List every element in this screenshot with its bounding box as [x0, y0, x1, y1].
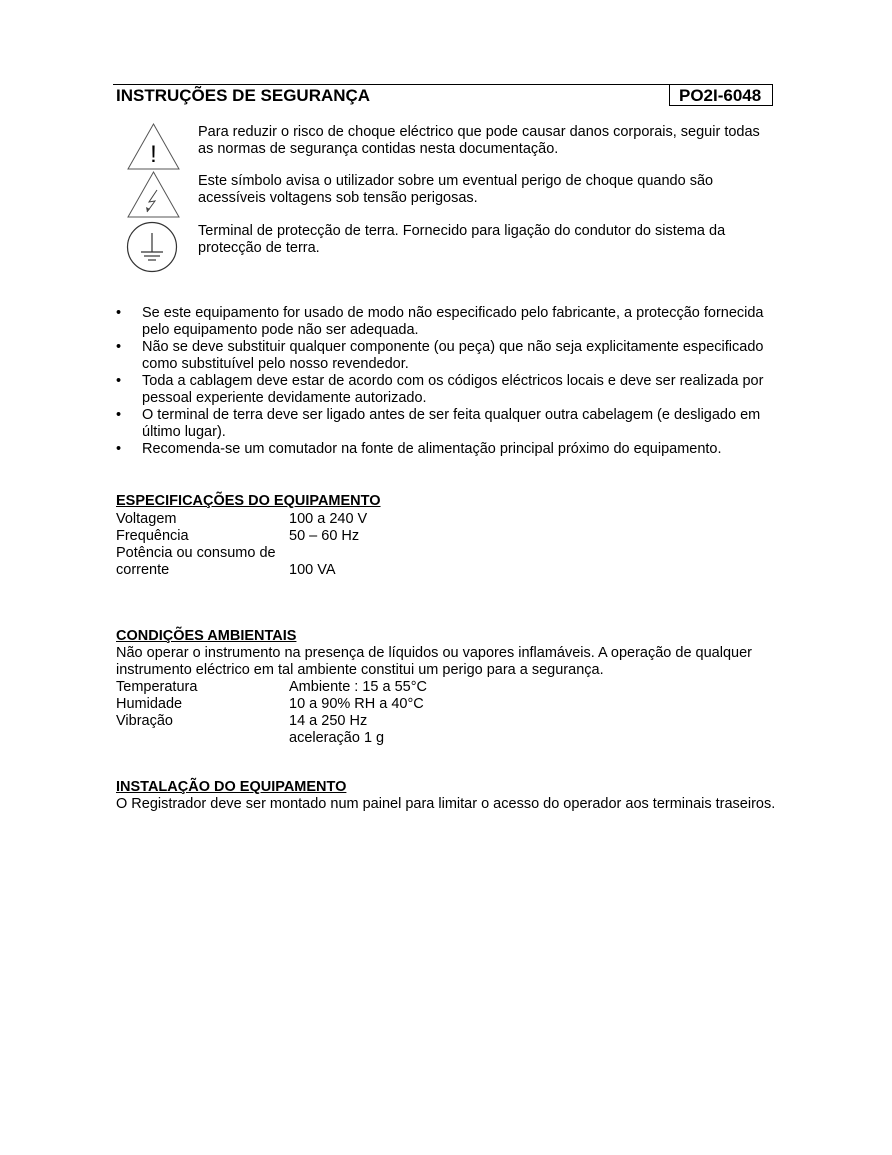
protective-earth-icon	[126, 221, 181, 273]
installation-text: O Registrador deve ser montado num painel para limitar o acesso do operador aos terminais traseiros.	[116, 796, 776, 812]
list-item: • O terminal de terra deve ser ligado antes de ser feita qualquer outra cabelagem (e desligado em último lugar).	[113, 407, 778, 441]
spec-label: Frequência	[116, 528, 189, 544]
list-item: • Se este equipamento for usado de modo não especificado pelo fabricante, a protecção fornecida pelo equipamento pode não ser adequada.	[113, 305, 778, 339]
spec-value: 100 a 240 V	[289, 511, 368, 527]
environment-value: Ambiente : 15 a 55°C	[289, 679, 427, 695]
list-item: • Toda a cablagem deve estar de acordo com os códigos eléctricos locais e deve ser realizada por pessoal experiente devidamente autorizado.	[113, 373, 778, 407]
spec-value: 50 – 60 Hz	[289, 528, 360, 544]
environment-label: Vibração	[116, 713, 173, 729]
list-item: • Não se deve substituir qualquer componente (ou peça) que não seja explicitamente especificado como substituível pelo nosso revendedor.	[113, 339, 778, 373]
electric-shock-triangle-icon	[126, 170, 181, 220]
warning-triangle-icon	[126, 122, 181, 172]
page-title: INSTRUÇÕES DE SEGURANÇA	[116, 86, 371, 105]
spec-label: Potência ou consumo de	[116, 545, 276, 561]
document-code: PO2I-6048	[679, 86, 762, 105]
specs-heading: ESPECIFICAÇÕES DO EQUIPAMENTO	[116, 493, 381, 509]
symbol-shock-text: Este símbolo avisa o utilizador sobre um eventual perigo de choque quando são acessíveis voltagens sob tensão perigosas.	[198, 173, 714, 206]
spec-label: Voltagem	[116, 511, 177, 527]
spec-label: corrente	[116, 562, 170, 578]
symbol-earth-text: Terminal de protecção de terra. Fornecido para ligação do condutor do sistema da protecção de terra.	[198, 223, 726, 256]
environment-heading: CONDIÇÕES AMBIENTAIS	[116, 628, 297, 644]
header-rule	[113, 84, 669, 85]
environment-value: 10 a 90% RH a 40°C	[289, 696, 424, 712]
environment-value: 14 a 250 Hz	[289, 713, 368, 729]
environment-value: aceleração 1 g	[289, 730, 385, 746]
safety-bullet-list	[113, 305, 778, 458]
environment-label: Humidade	[116, 696, 183, 712]
environment-intro: Não operar o instrumento na presença de líquidos ou vapores inflamáveis. A operação de qualquer instrumento eléctrico em tal ambiente constitui um perigo para a segurança.	[116, 645, 752, 678]
page-header	[113, 84, 773, 107]
list-item: • Recomenda-se um comutador na fonte de alimentação principal próximo do equipamento.	[113, 441, 778, 458]
symbol-warning-text: Para reduzir o risco de choque eléctrico que pode causar danos corporais, seguir todas as normas de segurança contidas nesta documentação.	[198, 124, 760, 157]
svg-text:!: !	[150, 141, 157, 168]
environment-label: Temperatura	[116, 679, 198, 695]
installation-heading: INSTALAÇÃO DO EQUIPAMENTO	[116, 779, 347, 795]
spec-value: 100 VA	[289, 562, 336, 578]
document-code-box	[669, 84, 773, 106]
